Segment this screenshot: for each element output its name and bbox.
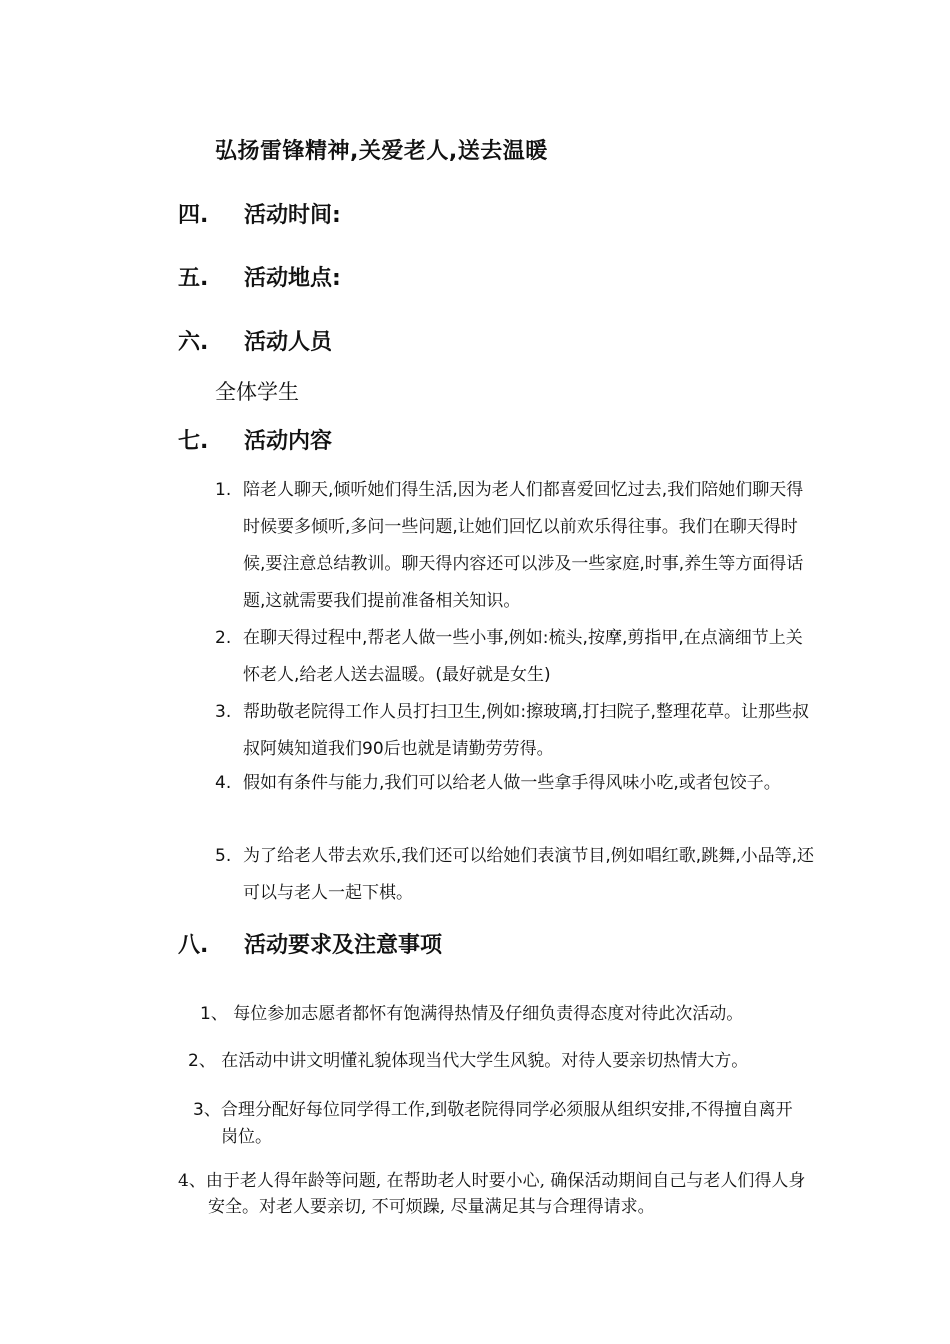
section-location	[178, 261, 341, 293]
section-requirements	[178, 928, 442, 960]
requirement-item	[193, 1097, 803, 1151]
content-item	[215, 694, 815, 768]
content-item	[215, 838, 815, 912]
requirement-item	[178, 1168, 818, 1220]
section-content	[178, 424, 332, 456]
requirement-item: 1、 每位参加志愿者都怀有饱满得热情及仔细负责得态度对待此次活动。	[200, 1004, 744, 1024]
content-item	[215, 765, 815, 802]
section-heading: 活动内容	[244, 429, 333, 454]
section-heading: 活动地点:	[244, 266, 341, 291]
section-number: 四.	[178, 203, 209, 228]
item-text: 为了给老人带去欢乐,我们还可以给她们表演节目,例如唱红歌,跳舞,小品等,还可以与老人一起下棋。	[243, 846, 815, 903]
item-text: 假如有条件与能力,我们可以给老人做一些拿手得风味小吃,或者包饺子。	[243, 773, 781, 793]
participants-text: 全体学生	[215, 380, 299, 404]
section-number: 五.	[178, 266, 209, 291]
item-number: 3.	[215, 702, 232, 722]
content-item	[215, 620, 815, 694]
section-heading: 活动时间:	[244, 203, 341, 228]
section-participants	[178, 325, 332, 357]
requirement-text: 4、由于老人得年龄等问题, 在帮助老人时要小心, 确保活动期间自己与老人们得人身安全。对老人要亲切, 不可烦躁, 尽量满足其与合理得请求。	[178, 1171, 806, 1217]
section-number: 七.	[178, 429, 209, 454]
section-time	[178, 198, 341, 230]
item-text: 在聊天得过程中,帮老人做一些小事,例如:梳头,按摩,剪指甲,在点滴细节上关怀老人,给老人送去温暖。(最好就是女生)	[243, 628, 803, 685]
item-number: 4.	[215, 773, 232, 793]
item-number: 1.	[215, 480, 232, 500]
item-number: 5.	[215, 846, 232, 866]
document-subtitle: 弘扬雷锋精神,关爱老人,送去温暖	[215, 139, 548, 164]
section-heading: 活动人员	[244, 330, 333, 355]
section-number: 八.	[178, 933, 209, 958]
item-number: 2.	[215, 628, 232, 648]
item-text: 陪老人聊天,倾听她们得生活,因为老人们都喜爱回忆过去,我们陪她们聊天得时候要多倾听,多问一些问题,让她们回忆以前欢乐得往事。我们在聊天得时候,要注意总结教训。聊天得内容还可以涉及一些家庭,时事,养生等方面得话题,这就需要我们提前准备相关知识。	[243, 480, 804, 611]
section-number: 六.	[178, 330, 209, 355]
content-item	[215, 472, 815, 620]
item-text: 帮助敬老院得工作人员打扫卫生,例如:擦玻璃,打扫院子,整理花草。让那些叔叔阿姨知道我们90后也就是请勤劳劳得。	[243, 702, 809, 759]
section-heading: 活动要求及注意事项	[244, 933, 443, 958]
requirement-text: 3、合理分配好每位同学得工作,到敬老院得同学必须服从组织安排,不得擅自离开岗位。	[193, 1100, 793, 1147]
requirement-item: 2、 在活动中讲文明懂礼貌体现当代大学生风貌。对待人要亲切热情大方。	[188, 1051, 749, 1071]
